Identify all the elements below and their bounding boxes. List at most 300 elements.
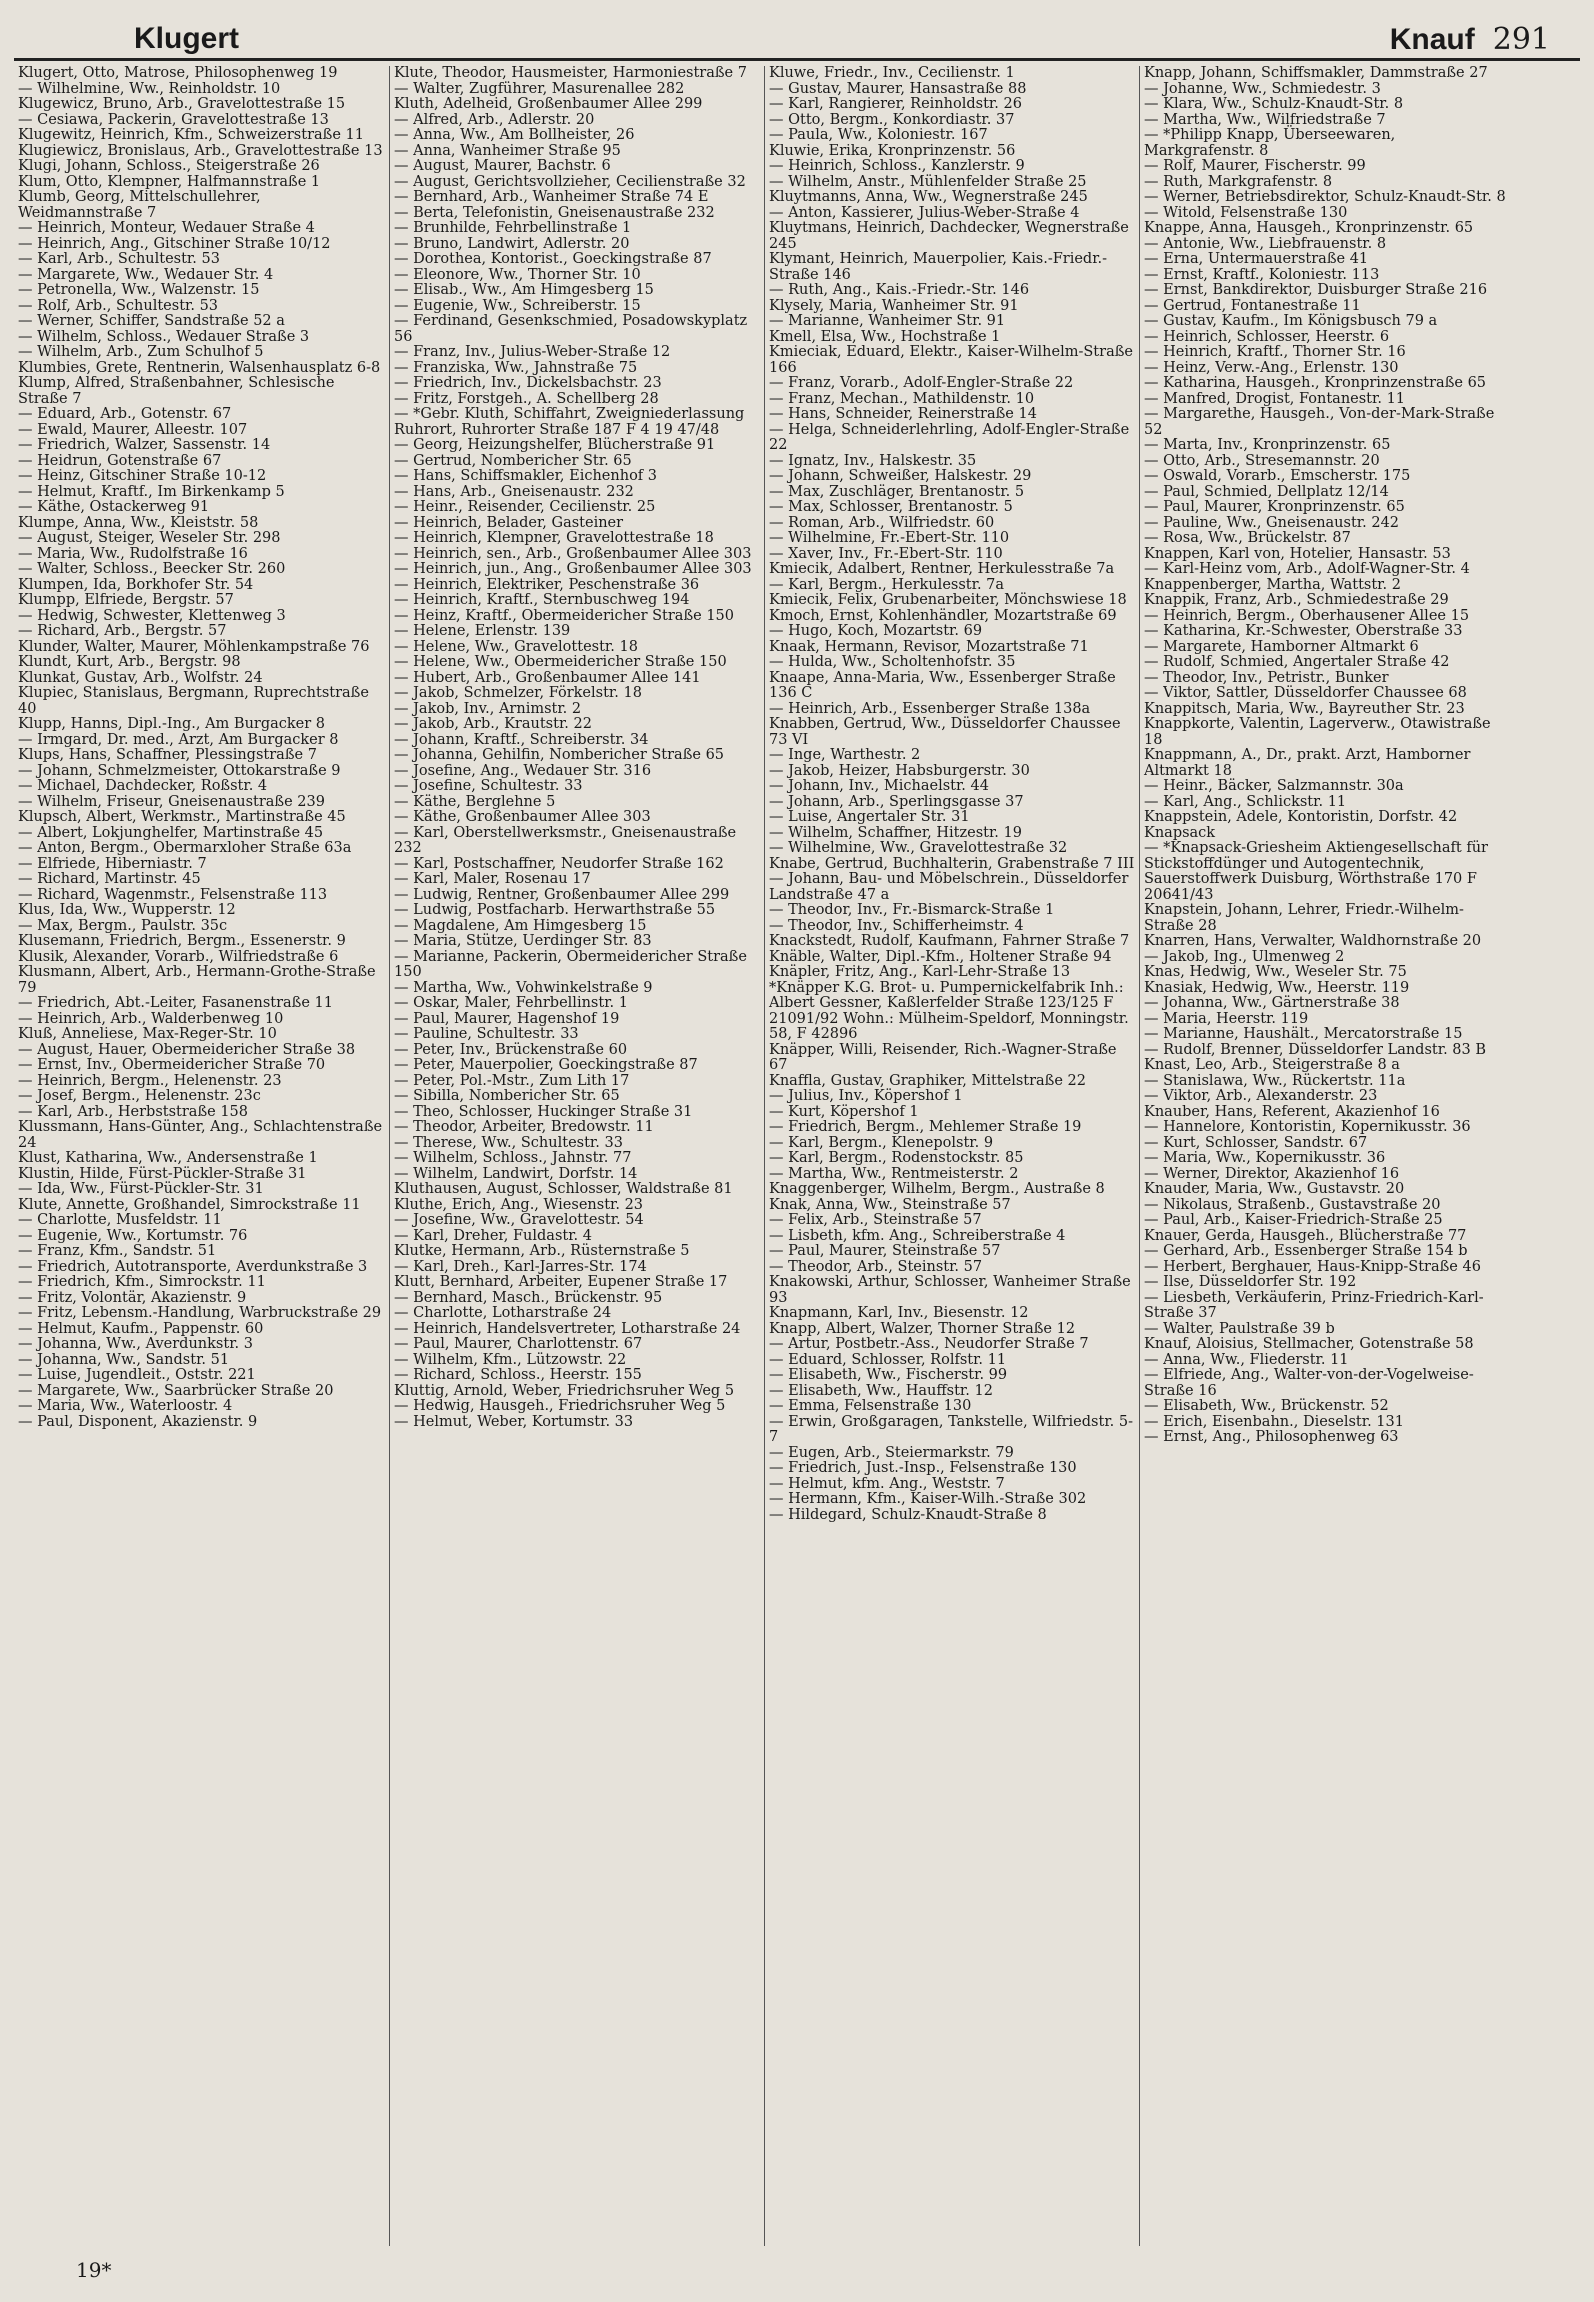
directory-entry: Kluytmans, Heinrich, Dachdecker, Wegnerstraße 245 xyxy=(769,220,1129,252)
directory-entry: Knackstedt, Rudolf, Kaufmann, Fahrner Straße 7 xyxy=(769,933,1130,949)
directory-entry: Kluß, Anneliese, Max-Reger-Str. 10 xyxy=(18,1026,277,1042)
directory-entry: — Karl, Ang., Schlickstr. 11 xyxy=(1144,793,1347,810)
directory-entry: — Ernst, Kraftf., Koloniestr. 113 xyxy=(1144,266,1380,283)
directory-entry: — Johanne, Ww., Schmiedestr. 3 xyxy=(1144,80,1381,97)
directory-entry: — Friedrich, Abt.-Leiter, Fasanenstraße 11 xyxy=(18,995,333,1011)
directory-entry: — Margarete, Hamborner Altmarkt 6 xyxy=(1144,638,1419,655)
directory-entry: — Gerhard, Arb., Essenberger Straße 154 b xyxy=(1144,1243,1468,1259)
directory-entry: — Liesbeth, Verkäuferin, Prinz-Friedrich-Karl-Straße 37 xyxy=(1144,1289,1484,1321)
directory-entry: — Paul, Schmied, Dellplatz 12/14 xyxy=(1144,483,1389,500)
directory-entry: Klust, Katharina, Ww., Andersenstraße 1 xyxy=(18,1150,318,1166)
directory-entry: — Viktor, Sattler, Düsseldorfer Chaussee 68 xyxy=(1144,685,1467,701)
directory-entry: Klunder, Walter, Maurer, Möhlenkampstraße 76 xyxy=(18,638,370,655)
directory-entry: — Pauline, Schultestr. 33 xyxy=(394,1026,579,1042)
directory-entry: Kluthausen, August, Schlosser, Waldstraße 81 xyxy=(394,1181,733,1197)
header-last-name-text: Knauf xyxy=(1389,23,1475,56)
directory-entry: — Stanislawa, Ww., Rückertstr. 11a xyxy=(1144,1072,1406,1089)
directory-entry: — Friedrich, Inv., Dickelsbachstr. 23 xyxy=(394,375,662,391)
directory-entry: — Katharina, Kr.-Schwester, Oberstraße 33 xyxy=(1144,623,1463,639)
directory-entry: — Max, Bergm., Paulstr. 35c xyxy=(18,917,228,934)
directory-entry: — Heinrich, Ang., Gitschiner Straße 10/12 xyxy=(18,235,331,252)
directory-entry: — Heinrich, jun., Ang., Großenbaumer Allee 303 xyxy=(394,561,752,577)
directory-entry: — Ludwig, Rentner, Großenbaumer Allee 299 xyxy=(394,886,730,903)
directory-entry: — Helene, Ww., Gravelottestr. 18 xyxy=(394,638,638,655)
directory-entry: — Helga, Schneiderlehrling, Adolf-Engler-Straße 22 xyxy=(769,421,1130,453)
directory-entry: — Heinrich, Schloss., Kanzlerstr. 9 xyxy=(769,158,1025,174)
directory-entry: — Margarete, Ww., Saarbrücker Straße 20 xyxy=(18,1382,334,1399)
directory-entry: Knabben, Gertrud, Ww., Düsseldorfer Chaussee 73 VI xyxy=(769,716,1121,748)
directory-entry: — Fritz, Forstgeh., A. Schellberg 28 xyxy=(394,390,659,407)
directory-entry: — Heinrich, Arb., Walderbenweg 10 xyxy=(18,1010,284,1027)
directory-entry: *Knäpper K.G. Brot- u. Pumpernickelfabrik Inh.: Albert Gessner, Kaßlerfelder Straße 123/125 F 21091/92 Wohn.: Mülheim-Speldorf, Monningstr. 58, F 42896 xyxy=(769,979,1129,1042)
directory-entry: — Marianne, Wanheimer Str. 91 xyxy=(769,313,1006,329)
directory-entry: — Viktor, Arb., Alexanderstr. 23 xyxy=(1144,1088,1378,1104)
directory-entry: — Karl, Maler, Rosenau 17 xyxy=(394,871,591,887)
directory-entry: Knarren, Hans, Verwalter, Waldhornstraße 20 xyxy=(1144,933,1482,949)
directory-entry: Knapmann, Karl, Inv., Biesenstr. 12 xyxy=(769,1305,1029,1321)
directory-entry: — Heinrich, Elektriker, Peschenstraße 36 xyxy=(394,576,700,593)
directory-entry: — Heinrich, Monteur, Wedauer Straße 4 xyxy=(18,220,315,236)
directory-entry: — Theodor, Inv., Fr.-Bismarck-Straße 1 xyxy=(769,902,1055,918)
directory-entry: — Magdalene, Am Himgesberg 15 xyxy=(394,917,647,934)
directory-entry: — Brunhilde, Fehrbellinstraße 1 xyxy=(394,220,632,236)
directory-entry: — Josefine, Ww., Gravelottestr. 54 xyxy=(394,1212,644,1228)
directory-entry: — Wilhelm, Anstr., Mühlenfelder Straße 25 xyxy=(769,173,1087,190)
directory-entry: — Hannelore, Kontoristin, Kopernikusstr. 36 xyxy=(1144,1119,1471,1135)
directory-entry: — Otto, Arb., Stresemannstr. 20 xyxy=(1144,452,1380,469)
directory-entry: — Marianne, Packerin, Obermeidericher Straße 150 xyxy=(394,948,747,980)
directory-entry: — Wilhelm, Landwirt, Dorfstr. 14 xyxy=(394,1165,638,1182)
directory-entry: — Karl, Postschaffner, Neudorfer Straße 162 xyxy=(394,855,724,872)
directory-entry: — Peter, Inv., Brückenstraße 60 xyxy=(394,1041,628,1058)
directory-entry: Knaak, Hermann, Revisor, Mozartstraße 71 xyxy=(769,638,1089,655)
directory-entry: Knapstein, Johann, Lehrer, Friedr.-Wilhelm-Straße 28 xyxy=(1144,902,1464,934)
directory-entry: — Anna, Ww., Fliederstr. 11 xyxy=(1144,1351,1349,1368)
directory-entry: — Rudolf, Schmied, Angertaler Straße 42 xyxy=(1144,654,1450,670)
directory-entry: — Hugo, Koch, Mozartstr. 69 xyxy=(769,623,983,639)
directory-entry: — Karl, Dreh., Karl-Jarres-Str. 174 xyxy=(394,1258,647,1275)
directory-entry: — Eleonore, Ww., Thorner Str. 10 xyxy=(394,266,641,283)
header-rule xyxy=(14,58,1580,61)
directory-entry: — Heinz, Kraftf., Obermeidericher Straße 150 xyxy=(394,607,734,624)
directory-entry: — Karl, Bergm., Rodenstockstr. 85 xyxy=(769,1150,1024,1166)
directory-entry: Klumpen, Ida, Borkhofer Str. 54 xyxy=(18,576,254,593)
directory-entry: — Wilhelm, Friseur, Gneisenaustraße 239 xyxy=(18,793,325,810)
directory-entry: — Rolf, Arb., Schultestr. 53 xyxy=(18,297,219,314)
directory-entry: — *Gebr. Kluth, Schiffahrt, Zweigniederlassung Ruhrort, Ruhrorter Straße 187 F 4 19 47/48 xyxy=(394,406,745,438)
directory-entry: Knapp, Johann, Schiffsmakler, Dammstraße 27 xyxy=(1144,66,1488,81)
directory-entry: — Berta, Telefonistin, Gneisenaustraße 232 xyxy=(394,204,715,221)
directory-entry: — Elisab., Ww., Am Himgesberg 15 xyxy=(394,282,654,298)
directory-entry: Klum, Otto, Klempner, Halfmannstraße 1 xyxy=(18,173,321,190)
directory-entry: — Bernhard, Masch., Brückenstr. 95 xyxy=(394,1289,663,1306)
directory-entry: Klump, Alfred, Straßenbahner, Schlesische Straße 7 xyxy=(18,375,335,407)
directory-entry: — Heinrich, Arb., Essenberger Straße 138a xyxy=(769,700,1091,717)
directory-entry: — Maria, Stütze, Uerdinger Str. 83 xyxy=(394,933,652,949)
directory-entry: — August, Steiger, Weseler Str. 298 xyxy=(18,530,281,546)
directory-entry: Knapp, Albert, Walzer, Thorner Straße 12 xyxy=(769,1320,1076,1337)
column-1 xyxy=(14,66,389,2246)
directory-entry: — Johanna, Ww., Averdunkstr. 3 xyxy=(18,1336,253,1352)
directory-entry: — Jakob, Ing., Ulmenweg 2 xyxy=(1144,948,1345,965)
directory-entry: — Heinr., Reisender, Cecilienstr. 25 xyxy=(394,499,656,515)
directory-entry: — Manfred, Drogist, Fontanestr. 11 xyxy=(1144,390,1406,407)
directory-entry: — Ernst, Inv., Obermeidericher Straße 70 xyxy=(18,1057,326,1073)
directory-entry: — Josef, Bergm., Helenenstr. 23c xyxy=(18,1088,261,1104)
column-3 xyxy=(764,66,1139,2246)
directory-entry: Klymant, Heinrich, Mauerpolier, Kais.-Friedr.-Straße 146 xyxy=(769,251,1108,283)
directory-entry: — Eugenie, Ww., Kortumstr. 76 xyxy=(18,1227,248,1244)
directory-entry: — Inge, Warthestr. 2 xyxy=(769,747,921,763)
directory-entry: — Friedrich, Bergm., Mehlemer Straße 19 xyxy=(769,1119,1082,1135)
directory-entry: — Richard, Martinstr. 45 xyxy=(18,871,201,887)
directory-entry: — Cesiawa, Packerin, Gravelottestraße 13 xyxy=(18,111,329,128)
directory-entry: — Heidrun, Gotenstraße 67 xyxy=(18,452,222,469)
directory-entry: — Ferdinand, Gesenkschmied, Posadowskyplatz 56 xyxy=(394,313,748,345)
directory-entry: — Erna, Untermauerstraße 41 xyxy=(1144,251,1369,267)
directory-entry: Kmoch, Ernst, Kohlenhändler, Mozartstraße 69 xyxy=(769,607,1117,624)
directory-entry: — Rolf, Maurer, Fischerstr. 99 xyxy=(1144,158,1366,174)
directory-entry: — Jakob, Schmelzer, Förkelstr. 18 xyxy=(394,685,642,701)
directory-entry: Klugewicz, Bruno, Arb., Gravelottestraße 15 xyxy=(18,96,346,112)
directory-entry: — Johann, Bau- und Möbelschrein., Düsseldorfer Landstraße 47 a xyxy=(769,871,1129,903)
directory-entry: — Elisabeth, Ww., Brückenstr. 52 xyxy=(1144,1398,1389,1414)
directory-entry: — Hedwig, Hausgeh., Friedrichsruher Weg 5 xyxy=(394,1398,726,1414)
directory-entry: — Paul, Maurer, Hagenshof 19 xyxy=(394,1010,620,1027)
directory-entry: — Käthe, Ostackerweg 91 xyxy=(18,499,210,515)
directory-entry: — Artur, Postbetr.-Ass., Neudorfer Straße 7 xyxy=(769,1336,1089,1352)
directory-entry: Kluthe, Erich, Ang., Wiesenstr. 23 xyxy=(394,1196,644,1213)
directory-entry: Knakowski, Arthur, Schlosser, Wanheimer Straße 93 xyxy=(769,1274,1131,1306)
directory-entry: — Michael, Dachdecker, Roßstr. 4 xyxy=(18,778,268,794)
directory-entry: — Gertrud, Fontanestraße 11 xyxy=(1144,297,1361,314)
directory-entry: — Jakob, Arb., Krautstr. 22 xyxy=(394,716,592,732)
directory-entry: Kmieciak, Eduard, Elektr., Kaiser-Wilhelm-Straße 166 xyxy=(769,344,1133,376)
directory-entry: — August, Hauer, Obermeidericher Straße 38 xyxy=(18,1041,356,1058)
directory-entry: — Elfriede, Hiberniastr. 7 xyxy=(18,855,207,872)
directory-entry: Kluttig, Arnold, Weber, Friedrichsruher Weg 5 xyxy=(394,1382,735,1399)
directory-entry: — Heinz, Verw.-Ang., Erlenstr. 130 xyxy=(1144,359,1399,376)
directory-entry: — Eduard, Arb., Gotenstr. 67 xyxy=(18,406,232,422)
directory-entry: — Theodor, Arbeiter, Bredowstr. 11 xyxy=(394,1119,654,1135)
directory-entry: — Charlotte, Lotharstraße 24 xyxy=(394,1305,612,1321)
directory-entry: — Paul, Maurer, Steinstraße 57 xyxy=(769,1243,1001,1259)
directory-entry: — Werner, Direktor, Akazienhof 16 xyxy=(1144,1165,1400,1182)
directory-entry: — Helene, Erlenstr. 139 xyxy=(394,623,571,639)
directory-entry: — Ruth, Markgrafenstr. 8 xyxy=(1144,173,1333,190)
directory-entry: Knapsack xyxy=(1144,824,1216,841)
directory-entry: — Helmut, kfm. Ang., Weststr. 7 xyxy=(769,1475,1005,1492)
directory-entry: — Bernhard, Arb., Wanheimer Straße 74 E xyxy=(394,189,709,205)
directory-entry: — Katharina, Hausgeh., Kronprinzenstraße 65 xyxy=(1144,375,1487,391)
directory-entry: — Pauline, Ww., Gneisenaustr. 242 xyxy=(1144,514,1400,531)
directory-entry: — Max, Zuschläger, Brentanostr. 5 xyxy=(769,483,1025,500)
directory-entry: Kluwe, Friedr., Inv., Cecilienstr. 1 xyxy=(769,66,1015,81)
directory-entry: — Hans, Schneider, Reinerstraße 14 xyxy=(769,406,1037,422)
directory-entry: — Heinrich, Handelsvertreter, Lotharstraße 24 xyxy=(394,1320,741,1337)
directory-entry: — Ruth, Ang., Kais.-Friedr.-Str. 146 xyxy=(769,282,1030,298)
directory-entry: — Kurt, Köpershof 1 xyxy=(769,1103,919,1120)
directory-entry: Knasiak, Hedwig, Ww., Heerstr. 119 xyxy=(1144,979,1410,996)
directory-entry: Klugert, Otto, Matrose, Philosophenweg 19 xyxy=(18,66,338,81)
directory-entry: — Franz, Kfm., Sandstr. 51 xyxy=(18,1243,217,1259)
directory-entry: — Eugenie, Ww., Schreiberstr. 15 xyxy=(394,297,641,314)
directory-entry: Klupp, Hanns, Dipl.-Ing., Am Burgacker 8 xyxy=(18,716,326,732)
directory-entry: — Elisabeth, Ww., Fischerstr. 99 xyxy=(769,1367,1008,1383)
directory-entry: — Heinrich, Bergm., Oberhausener Allee 15 xyxy=(1144,607,1470,624)
directory-entry: — Käthe, Berglehne 5 xyxy=(394,793,556,810)
directory-entry: — Paul, Maurer, Charlottenstr. 67 xyxy=(394,1336,643,1352)
directory-entry: — Therese, Ww., Schultestr. 33 xyxy=(394,1134,623,1151)
directory-entry: Knauder, Maria, Ww., Gustavstr. 20 xyxy=(1144,1181,1405,1197)
directory-entry: — Anton, Bergm., Obermarxloher Straße 63a xyxy=(18,840,352,856)
directory-entry: — Richard, Arb., Bergstr. 57 xyxy=(18,623,227,639)
directory-entry: — Marta, Inv., Kronprinzenstr. 65 xyxy=(1144,437,1391,453)
directory-entry: — Elisabeth, Ww., Hauffstr. 12 xyxy=(769,1382,993,1399)
directory-entry: — Gustav, Kaufm., Im Königsbusch 79 a xyxy=(1144,313,1438,329)
directory-entry: — Oskar, Maler, Fehrbellinstr. 1 xyxy=(394,995,628,1011)
directory-entry: Knak, Anna, Ww., Steinstraße 57 xyxy=(769,1196,1011,1213)
directory-entry: — Heinrich, Schlosser, Heerstr. 6 xyxy=(1144,328,1390,345)
directory-entry: — Hans, Schiffsmakler, Eichenhof 3 xyxy=(394,468,657,484)
directory-entry: — Paul, Disponent, Akazienstr. 9 xyxy=(18,1413,258,1430)
directory-entry: — Karl, Bergm., Klenepolstr. 9 xyxy=(769,1134,994,1151)
directory-entry: — Franziska, Ww., Jahnstraße 75 xyxy=(394,359,638,376)
directory-entry: Knaape, Anna-Maria, Ww., Essenberger Straße 136 C xyxy=(769,669,1116,701)
directory-entry: Kluwie, Erika, Kronprinzenstr. 56 xyxy=(769,142,1016,159)
directory-entry: — Theodor, Inv., Petristr., Bunker xyxy=(1144,669,1389,686)
directory-entry: — *Philipp Knapp, Überseewaren, Markgrafenstr. 8 xyxy=(1144,127,1396,159)
directory-entry: Klutke, Hermann, Arb., Rüsternstraße 5 xyxy=(394,1243,690,1259)
directory-entry: Knauber, Hans, Referent, Akazienhof 16 xyxy=(1144,1103,1440,1120)
page-number: 291 xyxy=(1492,22,1550,57)
directory-entry: — Rosa, Ww., Brückelstr. 87 xyxy=(1144,530,1351,546)
directory-entry: — Karl, Dreher, Fuldastr. 4 xyxy=(394,1227,593,1244)
directory-entry: — Heinrich, Belader, Gasteiner xyxy=(394,514,624,531)
directory-entry: — Emma, Felsenstraße 130 xyxy=(769,1398,972,1414)
directory-entry: — Martha, Ww., Wilfriedstraße 7 xyxy=(1144,111,1386,128)
directory-entry: — Helmut, Weber, Kortumstr. 33 xyxy=(394,1413,634,1430)
directory-entry: — Wilhelmine, Fr.-Ebert-Str. 110 xyxy=(769,530,1010,546)
directory-entry: Klumpe, Anna, Ww., Kleiststr. 58 xyxy=(18,514,259,531)
directory-entry: — *Knapsack-Griesheim Aktiengesellschaft für Stickstoffdünger und Autogentechnik, Sauerstoffwerk Duisburg, Wörthstraße 170 F 20641/43 xyxy=(1144,840,1488,903)
directory-entry: — Eduard, Schlosser, Rolfstr. 11 xyxy=(769,1351,1007,1368)
directory-entry: — Herbert, Berghauer, Haus-Knipp-Straße 46 xyxy=(1144,1258,1481,1275)
directory-entry: — Martha, Ww., Vohwinkelstraße 9 xyxy=(394,979,653,996)
directory-entry: — Ilse, Düsseldorfer Str. 192 xyxy=(1144,1274,1357,1290)
directory-entry: Klugiewicz, Bronislaus, Arb., Gravelottestraße 13 xyxy=(18,142,383,159)
directory-entry: — Wilhelmine, Ww., Reinholdstr. 10 xyxy=(18,80,281,97)
directory-entry: — Friedrich, Kfm., Simrockstr. 11 xyxy=(18,1274,266,1290)
directory-entry: — Josefine, Schultestr. 33 xyxy=(394,778,583,794)
directory-entry: — Maria, Ww., Kopernikusstr. 36 xyxy=(1144,1150,1386,1166)
directory-entry: — Ludwig, Postfacharb. Herwarthstraße 55 xyxy=(394,902,716,918)
directory-entry: — Sibilla, Nombericher Str. 65 xyxy=(394,1088,620,1104)
directory-entry: Knaffla, Gustav, Graphiker, Mittelstraße 22 xyxy=(769,1072,1087,1089)
directory-entry: — Luise, Jugendleit., Oststr. 221 xyxy=(18,1367,256,1383)
directory-entry: Knappstein, Adele, Kontoristin, Dorfstr. 42 xyxy=(1144,809,1458,825)
directory-entry: Kluytmanns, Anna, Ww., Wegnerstraße 245 xyxy=(769,189,1088,205)
directory-entry: — Hans, Arb., Gneisenaustr. 232 xyxy=(394,483,634,500)
directory-entry: — Margarethe, Hausgeh., Von-der-Mark-Straße 52 xyxy=(1144,406,1495,438)
directory-entry: — Charlotte, Musfeldstr. 11 xyxy=(18,1212,222,1228)
directory-entry: Klusemann, Friedrich, Bergm., Essenerstr. 9 xyxy=(18,933,346,949)
directory-entry: — Friedrich, Walzer, Sassenstr. 14 xyxy=(18,437,271,453)
directory-entry: — Helene, Ww., Obermeidericher Straße 150 xyxy=(394,654,727,670)
directory-entry: Knabe, Gertrud, Buchhalterin, Grabenstraße 7 III xyxy=(769,855,1135,872)
directory-entry: — Albert, Lokjunghelfer, Martinstraße 45 xyxy=(18,824,324,841)
directory-entry: — Johann, Schweißer, Halskestr. 29 xyxy=(769,468,1032,484)
directory-entry: — Jakob, Inv., Arnimstr. 2 xyxy=(394,700,582,717)
directory-entry: — Josefine, Ang., Wedauer Str. 316 xyxy=(394,762,652,779)
directory-entry: — Johanna, Ww., Gärtnerstraße 38 xyxy=(1144,995,1400,1011)
directory-entry: — Anton, Kassierer, Julius-Weber-Straße 4 xyxy=(769,204,1080,221)
directory-entry: — Ignatz, Inv., Halskestr. 35 xyxy=(769,452,977,469)
directory-entry: — Oswald, Vorarb., Emscherstr. 175 xyxy=(1144,468,1411,484)
directory-entry: — Anna, Wanheimer Straße 95 xyxy=(394,142,621,159)
directory-entry: Klysely, Maria, Wanheimer Str. 91 xyxy=(769,297,1019,314)
directory-entry: — Klara, Ww., Schulz-Knaudt-Str. 8 xyxy=(1144,96,1404,112)
directory-entry: — Helmut, Kraftf., Im Birkenkamp 5 xyxy=(18,483,285,500)
directory-entry: — Richard, Schloss., Heerstr. 155 xyxy=(394,1367,642,1383)
directory-entry: Knas, Hedwig, Ww., Weseler Str. 75 xyxy=(1144,964,1407,980)
directory-entry: — Fritz, Volontär, Akazienstr. 9 xyxy=(18,1289,247,1306)
directory-entry: — Felix, Arb., Steinstraße 57 xyxy=(769,1212,982,1228)
directory-entry: — Walter, Zugführer, Masurenallee 282 xyxy=(394,80,685,97)
directory-entry: — Johann, Kraftf., Schreiberstr. 34 xyxy=(394,731,649,748)
column-2 xyxy=(389,66,764,2246)
directory-entry: — Franz, Vorarb., Adolf-Engler-Straße 22 xyxy=(769,375,1074,391)
directory-entry: — Fritz, Lebensm.-Handlung, Warbruckstraße 29 xyxy=(18,1305,382,1321)
directory-entry: — Franz, Inv., Julius-Weber-Straße 12 xyxy=(394,344,671,360)
directory-entry: — Friedrich, Autotransporte, Averdunkstraße 3 xyxy=(18,1258,368,1275)
directory-entry: Kluth, Adelheid, Großenbaumer Allee 299 xyxy=(394,96,703,112)
directory-entry: — August, Gerichtsvollzieher, Cecilienstraße 32 xyxy=(394,173,746,190)
page-footer-mark: 19* xyxy=(76,2258,112,2282)
directory-entry: — Richard, Wagenmstr., Felsenstraße 113 xyxy=(18,886,328,903)
directory-entry: — Wilhelm, Schloss., Jahnstr. 77 xyxy=(394,1150,632,1166)
directory-entry: Klusmann, Albert, Arb., Hermann-Grothe-Straße 79 xyxy=(18,964,376,996)
directory-entry: — Johann, Inv., Michaelstr. 44 xyxy=(769,778,989,794)
directory-entry: — Julius, Inv., Köpershof 1 xyxy=(769,1088,963,1104)
directory-entry: — Max, Schlosser, Brentanostr. 5 xyxy=(769,499,1013,515)
directory-entry: Knappe, Anna, Hausgeh., Kronprinzenstr. 65 xyxy=(1144,220,1474,236)
directory-entry: Klumbies, Grete, Rentnerin, Walsenhausplatz 6-8 xyxy=(18,359,381,376)
column-4 xyxy=(1139,66,1514,2246)
directory-entry: Klups, Hans, Schaffner, Plessingstraße 7 xyxy=(18,747,317,763)
directory-entry: — Alfred, Arb., Adlerstr. 20 xyxy=(394,111,595,128)
directory-entry: Klupsch, Albert, Werkmstr., Martinstraße 45 xyxy=(18,809,346,825)
directory-entry: Klute, Annette, Großhandel, Simrockstraße 11 xyxy=(18,1196,361,1213)
directory-entry: — Wilhelm, Schloss., Wedauer Straße 3 xyxy=(18,328,310,345)
directory-entry: — Ernst, Bankdirektor, Duisburger Straße 216 xyxy=(1144,282,1488,298)
directory-entry: Klugi, Johann, Schloss., Steigerstraße 26 xyxy=(18,158,320,174)
directory-entry: Knäpper, Willi, Reisender, Rich.-Wagner-Straße 67 xyxy=(769,1041,1117,1073)
directory-entry: — Paul, Arb., Kaiser-Friedrich-Straße 25 xyxy=(1144,1212,1443,1228)
directory-entry: Klute, Theodor, Hausmeister, Harmoniestraße 7 xyxy=(394,66,747,81)
header-last-name xyxy=(1390,22,1550,57)
directory-entry: — Heinrich, Klempner, Gravelottestraße 18 xyxy=(394,530,714,546)
directory-entry: Knappkorte, Valentin, Lagerverw., Otawistraße 18 xyxy=(1144,716,1491,748)
directory-entry: Knappen, Karl von, Hotelier, Hansastr. 53 xyxy=(1144,545,1451,562)
directory-entry: — Petronella, Ww., Walzenstr. 15 xyxy=(18,282,260,298)
directory-entry: — Wilhelm, Arb., Zum Schulhof 5 xyxy=(18,344,264,360)
directory-entry: — Roman, Arb., Wilfriedstr. 60 xyxy=(769,514,995,531)
directory-entry: — August, Maurer, Bachstr. 6 xyxy=(394,158,611,174)
directory-entry: — Erwin, Großgaragen, Tankstelle, Wilfriedstr. 5-7 xyxy=(769,1413,1133,1445)
directory-entry: Klustin, Hilde, Fürst-Pückler-Straße 31 xyxy=(18,1165,307,1182)
directory-entry: Klumb, Georg, Mittelschullehrer, Weidmannstraße 7 xyxy=(18,189,261,221)
directory-entry: — Heinrich, sen., Arb., Großenbaumer Allee 303 xyxy=(394,545,752,562)
directory-entry: — Wilhelm, Schaffner, Hitzestr. 19 xyxy=(769,824,1022,841)
directory-entry: — Walter, Schloss., Beecker Str. 260 xyxy=(18,561,286,577)
directory-entry: — Rudolf, Brenner, Düsseldorfer Landstr. 83 B xyxy=(1144,1041,1486,1058)
directory-entry: Klussmann, Hans-Günter, Ang., Schlachtenstraße 24 xyxy=(18,1119,383,1151)
directory-entry: — Margarete, Ww., Wedauer Str. 4 xyxy=(18,266,274,283)
directory-entry: — Ernst, Ang., Philosophenweg 63 xyxy=(1144,1429,1399,1445)
directory-entry: — Hermann, Kfm., Kaiser-Wilh.-Straße 302 xyxy=(769,1491,1087,1507)
directory-entry: — Karl, Arb., Schultestr. 53 xyxy=(18,251,220,267)
directory-entry: Knauf, Aloisius, Stellmacher, Gotenstraße 58 xyxy=(1144,1336,1474,1352)
directory-entry: Knast, Leo, Arb., Steigerstraße 8 a xyxy=(1144,1057,1400,1073)
directory-entry: — Johann, Schmelzmeister, Ottokarstraße 9 xyxy=(18,762,341,779)
directory-entry: — Jakob, Heizer, Habsburgerstr. 30 xyxy=(769,762,1030,779)
directory-entry: — Peter, Pol.-Mstr., Zum Lith 17 xyxy=(394,1072,630,1089)
directory-entry: — Wilhelmine, Ww., Gravelottestraße 32 xyxy=(769,840,1068,856)
directory-entry: — Peter, Mauerpolier, Goeckingstraße 87 xyxy=(394,1057,698,1073)
directory-entry: — Elfriede, Ang., Walter-von-der-Vogelweise-Straße 16 xyxy=(1144,1367,1474,1399)
directory-entry: Klupiec, Stanislaus, Bergmann, Ruprechtstraße 40 xyxy=(18,685,369,717)
directory-entry: Knappik, Franz, Arb., Schmiedestraße 29 xyxy=(1144,592,1449,608)
directory-entry: — Witold, Felsenstraße 130 xyxy=(1144,204,1348,221)
directory-entry: Klutt, Bernhard, Arbeiter, Eupener Straße 17 xyxy=(394,1274,728,1290)
directory-entry: — Karl-Heinz vom, Arb., Adolf-Wagner-Str. 4 xyxy=(1144,561,1470,577)
directory-entry: Knappenberger, Martha, Wattstr. 2 xyxy=(1144,576,1401,593)
directory-entry: — Theodor, Inv., Schifferheimstr. 4 xyxy=(769,917,1024,934)
directory-entry: — Maria, Ww., Waterloostr. 4 xyxy=(18,1398,233,1414)
directory-entry: — Karl, Rangierer, Reinholdstr. 26 xyxy=(769,96,1022,112)
directory-entry: Knappitsch, Maria, Ww., Bayreuther Str. 23 xyxy=(1144,700,1465,717)
directory-entry: — Georg, Heizungshelfer, Blücherstraße 91 xyxy=(394,437,716,453)
directory-entry: — Erich, Eisenbahn., Dieselstr. 131 xyxy=(1144,1413,1404,1430)
directory-entry: — Hulda, Ww., Scholtenhofstr. 35 xyxy=(769,654,1016,670)
directory-entry: Knaggenberger, Wilhelm, Bergm., Austraße 8 xyxy=(769,1181,1105,1197)
directory-entry: Knäble, Walter, Dipl.-Kfm., Holtener Straße 94 xyxy=(769,948,1112,965)
directory-entry: — Werner, Schiffer, Sandstraße 52 a xyxy=(18,313,285,329)
directory-entry: Knäpler, Fritz, Ang., Karl-Lehr-Straße 13 xyxy=(769,964,1071,980)
directory-entry: Kmiecik, Adalbert, Rentner, Herkulesstraße 7a xyxy=(769,561,1115,577)
directory-entry: — Friedrich, Just.-Insp., Felsenstraße 130 xyxy=(769,1460,1077,1476)
directory-entry: — Heinrich, Kraftf., Thorner Str. 16 xyxy=(1144,344,1406,360)
directory-entry: — Franz, Mechan., Mathildenstr. 10 xyxy=(769,390,1035,407)
directory-entry: — Gustav, Maurer, Hansastraße 88 xyxy=(769,80,1027,97)
directory-entry: — Theo, Schlosser, Huckinger Straße 31 xyxy=(394,1103,693,1120)
directory-entry: — Heinrich, Bergm., Helenenstr. 23 xyxy=(18,1072,282,1089)
directory-entry: Klugewitz, Heinrich, Kfm., Schweizerstraße 11 xyxy=(18,127,364,143)
directory-entry: — Antonie, Ww., Liebfrauenstr. 8 xyxy=(1144,235,1387,252)
header-first-name: Klugert xyxy=(134,22,239,55)
directory-entry: — Hildegard, Schulz-Knaudt-Straße 8 xyxy=(769,1506,1047,1523)
directory-entry: — Karl, Bergm., Herkulesstr. 7a xyxy=(769,576,1005,593)
directory-entry: — Paul, Maurer, Kronprinzenstr. 65 xyxy=(1144,499,1405,515)
directory-entry: — Helmut, Kaufm., Pappenstr. 60 xyxy=(18,1320,264,1337)
directory-entry: — Anna, Ww., Am Bollheister, 26 xyxy=(394,127,635,143)
directory-entry: — Bruno, Landwirt, Adlerstr. 20 xyxy=(394,235,630,252)
directory-entry: — Johanna, Gehilfin, Nombericher Straße 65 xyxy=(394,747,725,763)
directory-entry: — Kurt, Schlosser, Sandstr. 67 xyxy=(1144,1134,1368,1151)
directory-entry: — Wilhelm, Kfm., Lützowstr. 22 xyxy=(394,1351,627,1368)
directory-entry: — Dorothea, Kontorist., Goeckingstraße 87 xyxy=(394,251,712,267)
